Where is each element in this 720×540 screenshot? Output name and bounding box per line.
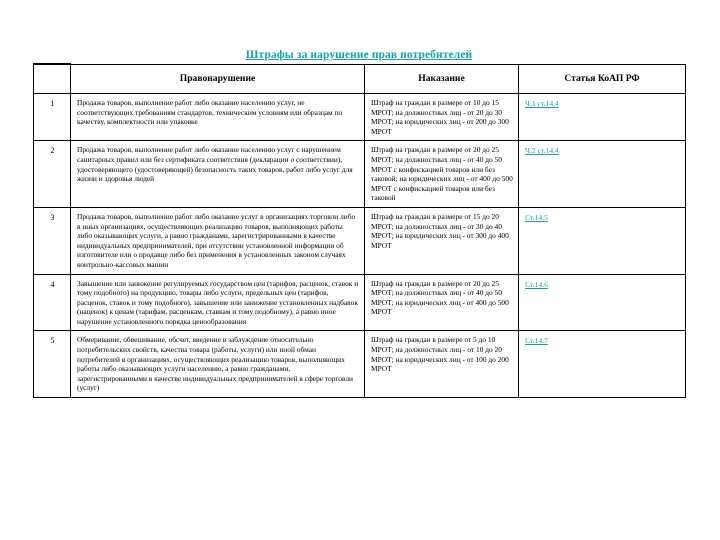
article-cell bbox=[519, 141, 686, 208]
table-header-row bbox=[34, 64, 686, 94]
column-header-article: Статья КоАП РФ bbox=[519, 64, 686, 94]
table-body bbox=[34, 94, 686, 398]
row-number: 3 bbox=[34, 207, 71, 274]
article-cell bbox=[519, 207, 686, 274]
table-row bbox=[34, 141, 686, 208]
penalty-cell: Штраф на граждан в размере от 20 до 25 МРОТ; на должностных лиц - от 40 до 50 МРОТ; на юридических лиц - от 400 до 500 МРОТ bbox=[365, 274, 519, 331]
penalty-cell: Штраф на граждан в размере от 10 до 15 МРОТ; на должностных лиц - от 20 до 30 МРОТ; на юридических лиц - от 200 до 300 МРОТ bbox=[365, 94, 519, 141]
row-number: 4 bbox=[34, 274, 71, 331]
penalty-cell: Штраф на граждан в размере от 15 до 20 МРОТ; на должностных лиц - от 30 до 40 МРОТ; на юридических лиц - от 300 до 400 МРОТ bbox=[365, 207, 519, 274]
article-link[interactable]: Ст.14.5 bbox=[525, 212, 548, 222]
article-link[interactable]: Ст.14.7 bbox=[525, 336, 548, 346]
article-link[interactable]: Ч.1 ст.14.4 bbox=[525, 99, 559, 108]
column-header-penalty: Наказание bbox=[365, 64, 519, 94]
article-cell bbox=[519, 94, 686, 141]
offense-cell: Завышение или занижение регулируемых государством цен (тарифов, расценок, ставок и тому подобного) на продукцию, товары либо услуги, предельных цен (тарифов, расценок, ставок и тому подобного), завышение или занижение установленных надбавок (наценок) к ценам (тарифам, расценкам, ставкам и тому подобному), а равно иное нарушение установленного порядка ценообразования bbox=[71, 274, 365, 331]
page-title[interactable]: Штрафы за нарушение прав потребителей bbox=[245, 49, 473, 61]
offense-cell: Продажа товаров, выполнение работ либо оказание населению услуг с нарушением санитарных правил или без сертификата соответствия (декларации о соответствии), удостоверяющего (удостоверяющей) безопасность таких товаров, работ либо услуг для жизни и здоровья людей bbox=[71, 141, 365, 208]
offense-cell: Обмеривание, обвешивание, обсчет, введение в заблуждение относительно потребительских свойств, качества товара (работы, услуги) или иной обман потребителей в организациях, осуществляющих реализацию товаров, выполняющих работы либо оказывающих услуги населению, а равно гражданами, зарегистрированными в качестве индивидуальных предпринимателей в сфере торговли (услуг) bbox=[71, 331, 365, 398]
offense-cell: Продажа товаров, выполнение работ либо оказание населению услуг, не соответствующих требованиям стандартов, техническим условиям или образцам по качеству, комплектности или упаковке bbox=[71, 94, 365, 141]
row-number: 2 bbox=[34, 141, 71, 208]
table-header bbox=[34, 64, 686, 94]
table-row bbox=[34, 94, 686, 141]
row-number: 1 bbox=[34, 94, 71, 141]
table-row bbox=[34, 207, 686, 274]
article-link[interactable]: Ч.2 ст.14.4 bbox=[525, 146, 559, 156]
column-header-offense: Правонарушение bbox=[71, 64, 365, 94]
penalty-cell: Штраф на граждан в размере от 5 до 10 МРОТ; на должностных лиц - от 10 до 20 МРОТ; на юридических лиц - от 100 до 200 МРОТ bbox=[365, 331, 519, 398]
table-row bbox=[34, 274, 686, 331]
penalties-table bbox=[33, 63, 686, 398]
column-header-number bbox=[34, 64, 71, 94]
row-number: 5 bbox=[34, 331, 71, 398]
penalties-table-container bbox=[33, 63, 685, 398]
article-cell bbox=[519, 274, 686, 331]
article-cell bbox=[519, 331, 686, 398]
penalty-cell: Штраф на граждан в размере от 20 до 25 МРОТ; на должностных лиц - от 40 до 50 МРОТ с конфискацией товаров или без таковой; на юридических лиц - от 400 до 500 МРОТ с конфискацией товаров или без таковой bbox=[365, 141, 519, 208]
article-link[interactable]: Ст.14.6 bbox=[525, 279, 548, 289]
table-row bbox=[34, 331, 686, 398]
offense-cell: Продажа товаров, выполнение работ либо оказание услуг в организациях торговли либо в иных организациях, осуществляющих реализацию товаров, выполняющих работы либо оказывающих услуги, а равно гражданами, зарегистрированными в качестве индивидуальных предпринимателей, при отсутствии установленной информации об изготовителе или о продавце либо без применения в установленных законом случаях контрольно-кассовых машин bbox=[71, 207, 365, 274]
title-container bbox=[33, 45, 685, 63]
